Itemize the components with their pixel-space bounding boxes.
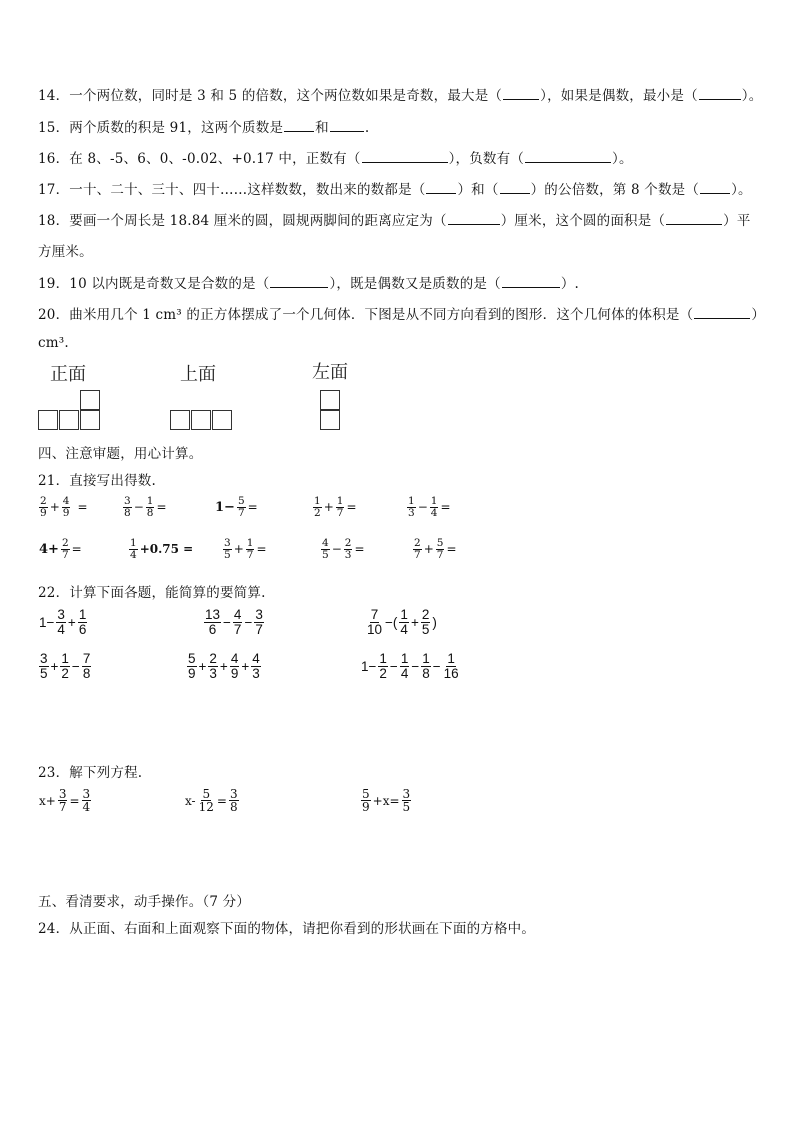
section-5-title: 五、看清要求，动手操作。（7 分） [38,894,251,910]
answer-blank[interactable] [502,275,560,288]
question-15: 15．两个质数的积是 91，这两个质数是 和 . [38,120,370,136]
view-cell [170,410,190,430]
front-view-label: 正面 [50,364,86,385]
section-4-title: 四、注意审题，用心计算。 [38,446,203,462]
question-22-title: 22．计算下面各题，能简算的要简算. [38,585,266,601]
q21-item: $\frac{3}{8}$ − $\frac{1}{8}$ = [124,495,167,519]
q21-item: 4+ $\frac{2}{7}$ = [39,537,82,561]
q21-item: $\frac{2}{9}$ + $\frac{4}{9}$ = [40,495,88,519]
view-cell [80,390,100,410]
q23-equation: $\frac{5}{9}$ +x= $\frac{3}{5}$ [362,787,411,814]
answer-blank[interactable] [330,119,364,132]
q22-expression: $\frac{13}{6}$ − $\frac{4}{7}$ − $\frac{3}{7}$ [205,607,263,637]
question-18: 18．要画一个周长是 18.84 厘米的圆，圆规两脚间的距离应定为（ ）厘米，这个圆的面积是（ ）平 [38,213,751,229]
left-view-label: 左面 [312,362,348,383]
q22-expression: 1− $\frac{3}{4}$ + $\frac{1}{6}$ [39,607,87,637]
question-14: 14．一个两位数，同时是 3 和 5 的倍数，这个两位数如果是奇数，最大是（ ），如果是偶数，最小是（ ）。 [38,88,763,104]
view-cell [38,410,58,430]
answer-blank[interactable] [500,181,530,194]
q21-item: $\frac{1}{2}$ + $\frac{1}{7}$ = [314,495,357,519]
view-cell [59,410,79,430]
question-18-continued: 方厘米。 [38,244,93,260]
question-20-unit: cm³. [38,335,69,351]
q21-item: $\frac{2}{7}$ + $\frac{5}{7}$ = [414,537,457,561]
q23-equation: x+ $\frac{3}{7}$ = $\frac{3}{4}$ [39,787,91,814]
question-21-title: 21．直接写出得数. [38,473,156,489]
q21-item: 1− $\frac{5}{7}$ = [215,495,258,519]
question-17: 17．一十、二十、三十、四十……这样数数，数出来的数都是（ ）和（ ）的公倍数，第 8 个数是（ ）。 [38,182,752,198]
q22-expression: $\frac{7}{10}$ −( $\frac{1}{4}$ + $\frac{2}{5}$ ) [367,607,437,637]
view-cell [80,410,100,430]
answer-blank[interactable] [362,150,448,163]
q22-expression: $\frac{3}{5}$ + $\frac{1}{2}$ − $\frac{7}{8}$ [40,651,91,681]
answer-blank[interactable] [666,212,722,225]
question-23-title: 23．解下列方程. [38,765,143,781]
answer-blank[interactable] [694,306,750,319]
answer-blank[interactable] [426,181,456,194]
q23-equation: x- $\frac{5}{12}$ = $\frac{3}{8}$ [185,787,238,814]
q21-item: $\frac{3}{5}$ + $\frac{1}{7}$ = [224,537,267,561]
answer-blank[interactable] [448,212,500,225]
answer-blank[interactable] [700,181,730,194]
q22-expression: 1− $\frac{1}{2}$ − $\frac{1}{4}$ − $\frac{1}{8}$ − $\frac{1}{16}$ [361,651,459,681]
q22-expression: $\frac{5}{9}$ + $\frac{2}{3}$ + $\frac{4}{9}$ + $\frac{4}{3}$ [188,651,260,681]
question-24-title: 24．从正面、右面和上面观察下面的物体，请把你看到的形状画在下面的方格中。 [38,921,536,937]
top-view-label: 上面 [180,364,216,385]
answer-blank[interactable] [525,150,611,163]
answer-blank[interactable] [270,275,328,288]
question-20: 20．曲米用几个 1 cm³ 的正方体摆成了一个几何体．下图是从不同方向看到的图形．这个几何体的体积是（ ） [38,307,766,323]
question-19: 19．10 以内既是奇数又是合数的是（ ），既是偶数又是质数的是（ ）. [38,276,580,292]
answer-blank[interactable] [284,119,314,132]
q21-item: $\frac{1}{3}$ − $\frac{1}{4}$ = [408,495,451,519]
answer-blank[interactable] [699,87,741,100]
view-cell [320,390,340,410]
q21-item: $\frac{1}{4}$ +0.75 = [130,537,194,561]
q21-item: $\frac{4}{5}$ − $\frac{2}{3}$ = [322,537,365,561]
view-cell [320,410,340,430]
answer-blank[interactable] [503,87,539,100]
view-cell [212,410,232,430]
view-cell [191,410,211,430]
question-16: 16．在 8、-5、6、0、-0.02、+0.17 中，正数有（ ），负数有（ ）。 [38,151,633,167]
